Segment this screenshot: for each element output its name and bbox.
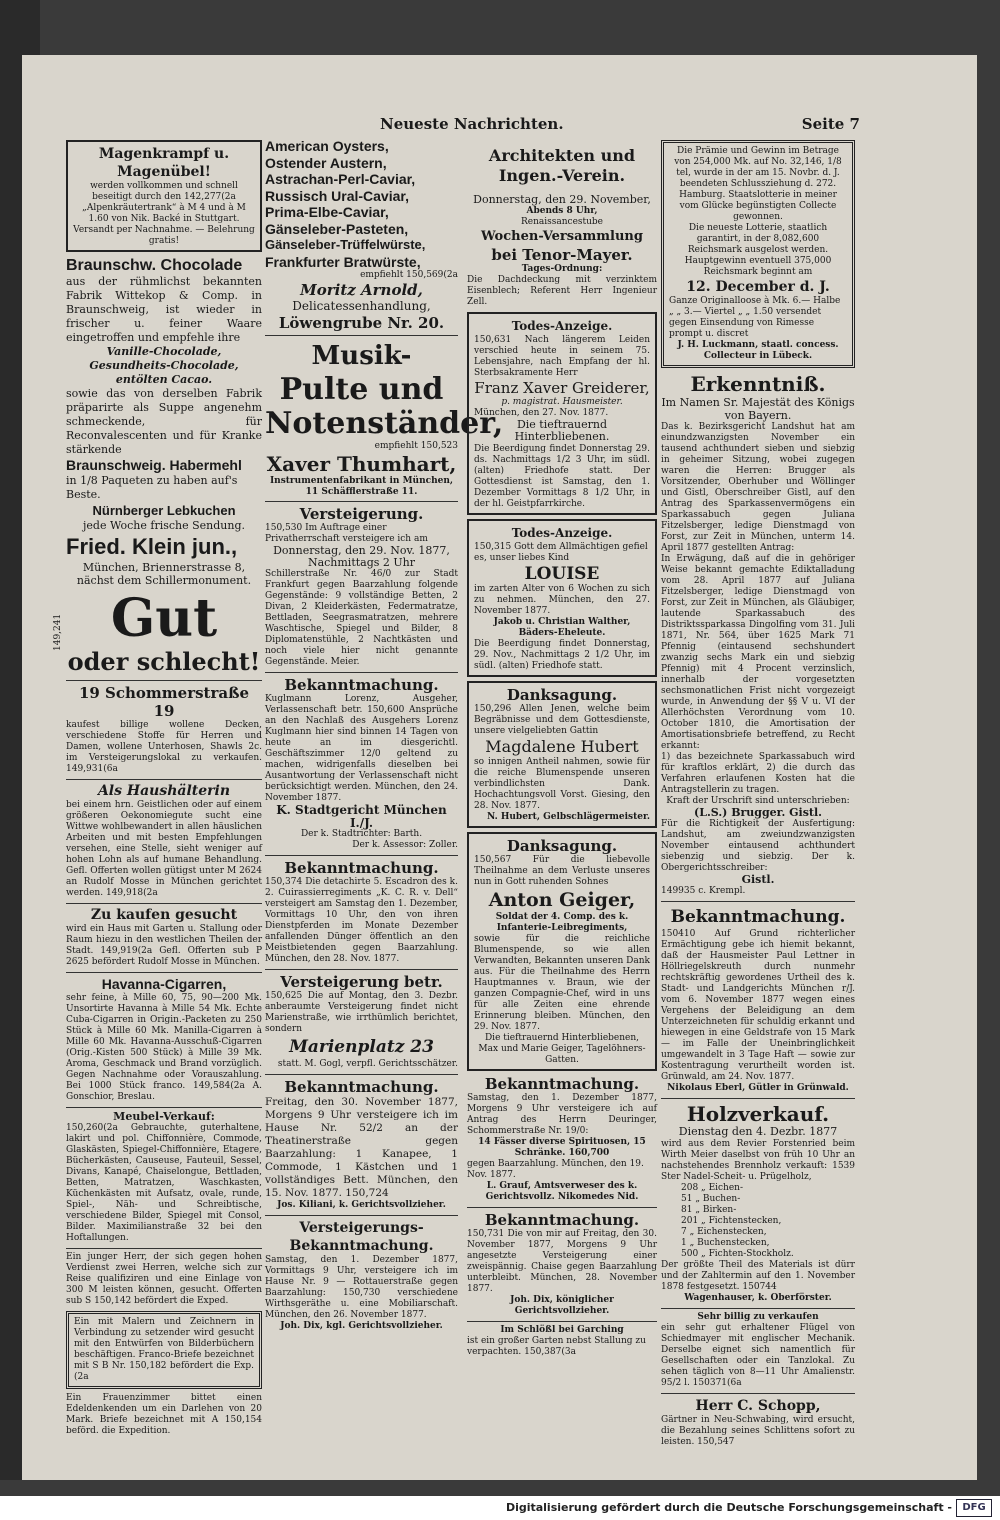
ad-court: K. Stadtgericht München I./J. xyxy=(276,803,447,830)
ad-items: Vanille-Chocolade, Gesundheits-Chocolade, entölten Cacao. xyxy=(89,345,239,386)
ad-role: p. magistrat. Hausmeister. xyxy=(501,397,623,408)
ad-text-3: Die Beerdigung findet Donnerstag, 29. Nov., Nachmittags 2 1/2 Uhr, im südl. (alten) Friedhofe statt. xyxy=(474,638,650,671)
ad-text: Freitag, den 30. November 1877, Morgens 9 Uhr versteigere ich im Hause Nr. 52/2 an der Theatinerstraße gegen Baarzahlung: 1 Kanapee, 1 Commode, 1 Kästchen und 1 vollständiges Bett. München, den 15. Nov. 1877. 150,724 xyxy=(265,1095,458,1199)
ad-sign: Die tieftrauernd Hinterbliebenen. xyxy=(514,418,610,444)
ad-title: Bekanntmachung. xyxy=(284,676,439,695)
ad-versteigerung-1 xyxy=(265,505,458,668)
ad-title: Bekanntmachung. xyxy=(484,1074,640,1093)
ad-title: Braunschw. Chocolade xyxy=(66,257,243,274)
ad-holzverkauf xyxy=(661,1102,855,1303)
ad-text: 150,315 Gott dem Allmächtigen gefiel es, unser liebes Kind xyxy=(474,541,648,563)
ad-gut-title: Gut xyxy=(110,588,218,649)
ad-title: Danksagung. xyxy=(506,685,618,704)
ad-musik-title: Musik- xyxy=(311,341,412,371)
ad-text-2: Schillerstraße Nr. 46/0 zur Stadt Frankfurt gegen Baarzahlung folgende Gegenstände: 9 vollständige Betten, 2 Divan, 2 Kleiderkästen, Federmatratze, Bettladen, Seegrasmatratzen, mehrere Waschtische, Spiegel und Bilder, 8 Diplomatenstühle, 2 Nachtkästen und noch viele hier nicht genannte Gegenstände. Meier. xyxy=(265,569,458,668)
column-3 xyxy=(467,138,657,1362)
ad-garching xyxy=(467,1325,657,1358)
ad-bekanntmachung-5 xyxy=(467,1211,657,1317)
ad-gut xyxy=(53,588,262,677)
ad-sign: L. Grauf, Amtsverweser des k. Gerichtsvollz. Nikomedes Nid. xyxy=(485,1180,639,1202)
ad-erkenntniss xyxy=(661,372,855,897)
ad-date: Donnerstag, den 29. Nov. 1877, xyxy=(273,544,450,557)
ad-frau: Ein Frauenzimmer bittet einen Edeldenkenden um ein Darlehen von 20 Mark. Briefe bezeichnet mit A 150,154 beförd. die Expedition. xyxy=(66,1393,262,1437)
ad-chocolade xyxy=(66,256,262,587)
ad-title: Herr C. Schopp, xyxy=(695,1397,821,1414)
ad-list-item: 7 „ Eichenstecken, xyxy=(681,1226,767,1237)
ad-line: Prima-Elbe-Caviar, xyxy=(265,204,389,220)
ad-text-3: Kraft der Urschrift sind unterschrieben: xyxy=(666,796,850,806)
ad-versteigerung-2 xyxy=(265,973,458,1070)
footer-bar xyxy=(0,1496,1000,1520)
ad-title: Als Haushälterin xyxy=(97,783,231,799)
ad-line: Russisch Ural-Caviar, xyxy=(265,187,409,204)
ad-line: Gänseleber-Trüffelwürste, xyxy=(265,237,426,252)
ad-title: Versteigerung. xyxy=(299,505,424,523)
column-1 xyxy=(53,138,262,1437)
ad-title: Architekten und Ingen.-Verein. xyxy=(488,146,636,185)
ad-billig xyxy=(661,1312,855,1389)
ad-text: 150,296 Allen Jenen, welche beim Begräbnisse und dem Gottesdienste, unsere vielgeliebten Gattin xyxy=(474,703,650,736)
ad-sign: Der k. Stadtrichter: Barth. xyxy=(300,828,423,839)
ad-title: Bekanntmachung. xyxy=(284,1077,439,1096)
footer-text: Digitalisierung gefördert durch die Deutsche Forschungsgemeinschaft - xyxy=(505,1501,952,1514)
ad-title: Im Schlößl bei Garching xyxy=(500,1324,624,1335)
ad-sign: Jos. Kiliani, k. Gerichtsvollzieher. xyxy=(277,1199,446,1210)
ad-text: 150,374 Die detachirte 5. Escadron des k. 2. Cuirassierregiments „K. C. R. v. Dell“ versteigert am Samstag den 1. Dezember, Vormittags 10 Uhr, den von ihren Dienstpferden im Monate Dezember anfallenden Dünger öffentlich an den Meistbietenden gegen Baarzahlung. München, den 28. Nov. 1877. xyxy=(265,876,458,964)
ad-text: 150,567 Für die liebevolle Theilnahme an dem Verluste unseres nun in Gott ruhenden Sohnes xyxy=(474,854,650,887)
ad-role: Soldat der 4. Comp. des k. Infanterie-Leibregiments, xyxy=(495,911,629,933)
ad-title: Todes-Anzeige. xyxy=(511,525,613,540)
ad-name: LOUISE xyxy=(524,563,600,584)
ad-bekanntmachung-3 xyxy=(265,1078,458,1211)
ad-text-2: Die Beerdigung findet Donnerstag 29. ds. Nachmittags 1/2 3 Uhr, im südl. (alten) Friedhofe statt. Der Gottesdienst ist Samstag, den 1. Dezember Vormittags 8 1/2 Uhr, in der hl. Geistpfarrkirche. xyxy=(474,443,650,509)
ad-bekanntmachung-2 xyxy=(265,859,458,965)
ad-date: Donnerstag, den 29. November, xyxy=(473,193,651,206)
ad-sign: Die tieftrauernd Hinterbliebenen, Max und Marie Geiger, Tagelöhners-Gatten. xyxy=(478,1032,646,1065)
ad-title: Bekanntmachung. xyxy=(484,1210,640,1229)
ad-lotterie xyxy=(661,140,855,368)
ad-list-item: 51 „ Buchen- xyxy=(681,1193,741,1204)
ad-musik xyxy=(265,339,504,498)
page-header xyxy=(380,115,860,139)
ad-text: Samstag, den 1. Dezember 1877, Morgens 9 Uhr versteigere ich auf Antrag des Herrn Deuringer, Schommerstraße Nr. 19/0: xyxy=(467,1092,657,1136)
ad-title: Danksagung. xyxy=(506,836,618,855)
ad-gut-sub: oder schlecht! xyxy=(67,647,261,676)
ad-text-4: jede Woche frische Sendung. xyxy=(82,519,246,532)
ad-empf: empfiehlt 150,523 xyxy=(374,441,458,451)
ad-name: Franz Xaver Greiderer, xyxy=(474,379,650,398)
ad-name: Anton Geiger, xyxy=(488,888,636,911)
ad-line: Ostender Austern, xyxy=(265,154,387,171)
ad-title: Bekanntmachung. xyxy=(284,858,439,877)
ad-text: wird aus dem Revier Forstenried beim Wirth Meier daselbst von früh 10 Uhr an nachstehendes Brennholz verkauft: 1539 Ster Nadel-Scheit- u. Prügelholz, xyxy=(661,1138,855,1182)
ad-date: 12. December d. J. xyxy=(686,279,830,295)
ad-title: Todes-Anzeige. xyxy=(511,319,613,334)
side-number: 149,241 xyxy=(53,613,63,651)
column-2 xyxy=(265,138,504,1336)
ad-sign: N. Hubert, Gelbschlägermeister. xyxy=(486,811,650,822)
ad-sign-2: Der k. Assessor: Zoller. xyxy=(352,839,458,850)
ad-marienplatz: Marienplatz 23 xyxy=(289,1036,434,1057)
ad-text-2: im zarten Alter von 6 Wochen zu sich zu nehmen. München, den 27. November 1877. xyxy=(474,583,650,616)
ad-sign: J. H. Luckmann, staatl. concess. Collecteur in Lübeck. xyxy=(677,340,839,361)
ad-danksagung-2 xyxy=(467,832,657,1071)
ad-text: Das k. Bezirksgericht Landshut hat am einundzwanzigsten November ein tausend achthundert sieben und siebzig in geheimer Sitzung, wobei zugegen waren die Herren: Brugger als Vorsitzender, Oberhuber und Wöllinger und Gistl, Oberschreiber Gistl, auf den Antrag des Sparkassenvermögens ein Sparkassabuch gegen Juliana Fitzelsberger, ledige Dienstmagd von Forst, zur Zeit in München, unterm 14. April 1877 gestellten Antrag: xyxy=(661,422,855,553)
ad-tagesordnung: Tages-Ordnung: xyxy=(521,264,603,275)
ad-sign: statt. M. Gogl, verpfl. Gerichtsschätzer. xyxy=(277,1058,458,1069)
ad-title: Meubel-Verkauf: xyxy=(113,1110,215,1123)
ad-thumhart: Xaver Thumhart, xyxy=(266,452,457,476)
ad-todes-2 xyxy=(467,519,657,677)
ad-text-3: Ganze Originalloose à Mk. 6.— Halbe „ „ 3.— Viertel „ „ 1.50 versendet gegen Einsendung von Rimesse prompt u. discret xyxy=(669,296,841,339)
ad-name: Magdalene Hubert xyxy=(485,736,639,756)
ad-place: Renaissancestube xyxy=(520,217,604,228)
ad-title: Versteigerungs-Bekanntmachung. xyxy=(289,1219,434,1254)
ad-bekanntmachung-6 xyxy=(661,905,855,1094)
ad-title: Bekanntmachung. xyxy=(670,907,846,928)
ad-empf: empfiehlt 150,569(2a xyxy=(360,270,458,280)
ad-address: München, Briennerstrasse 8, nächst dem Schillermonument. xyxy=(76,561,252,587)
ad-list-item: 1 „ Buchenstecken, xyxy=(681,1237,770,1248)
ad-title: Havanna-Cigarren, xyxy=(101,976,227,992)
page-number: Seite 7 xyxy=(801,115,860,133)
ad-title: Sehr billig zu verkaufen xyxy=(697,1311,819,1322)
ad-arnold-2: Delicatessenhandlung, xyxy=(292,299,431,313)
ad-items: 14 Fässer diverse Spirituosen, 15 Schränke. 160,700 xyxy=(478,1136,646,1158)
ad-items: 1) das bezeichnete Sparkassabuch wird für kraftlos erklärt, 2) die durch das Verfahren erlaufenen Kosten hat die Antragstellerin zu tragen. xyxy=(661,752,855,795)
ad-lebkuchen: Nürnberger Lebkuchen xyxy=(92,503,236,518)
ad-maler: Ein mit Malern und Zeichnern in Verbindung zu setzender wird gesucht mit den Entwürfen von Bilderbüchern beschäftigen. Franco-Briefe bezeichnet mit S B Nr. 150,182 befördert die Exp. (2a xyxy=(66,1311,262,1389)
column-4 xyxy=(661,138,855,1452)
ad-text-2: sowie für die reichliche Blumenspende, so wie allen Verwandten, Bekannten unseren Dank aus. Für die Theilnahme des Herrn Hauptmannes v. Braun, wie der ganzen Compagnie-Chef, wird in uns für alle Zeiten eine ehrende Erinnerung bleiben. München, den 29. Nov. 1877. xyxy=(474,933,650,1032)
ad-text: 150,260(2a Gebrauchte, guterhaltene, lakirt und pol. Chiffonnière, Commode, Glaskästen, Spiegel-Chiffonnière, Etagere, Bücherkästen, Causeuse, Fauteuil, Sessel, Divans, Kanapé, Chaiselongue, Bettladen, Betten, Matratzen, Waschkasten, Küchenkästen mit Aufsatz, ovale, runde, Spiel-, Näh- und Schreibtische, verschiedene Bilder, Spiegel mit Consol, Bilder. Maximilianstraße 32 bei den Hoftallungen. xyxy=(66,1123,262,1244)
ad-text: wird ein Haus mit Garten u. Stallung oder Raum hiezu in den westlichen Theilen der Stadt. 149,919(2a Gefl. Offerten sub P 2625 befördert Rudolf Mosse in München. xyxy=(66,924,262,967)
ad-sub: Im Namen Sr. Majestät des Königs von Bayern. xyxy=(661,396,855,422)
ad-text: 150,625 Die auf Montag, den 3. Dezbr. anberaumte Versteigerung findet nicht Marienstraße, wie irrthümlich berichtet, sondern xyxy=(265,990,458,1034)
ad-time: Nachmittags 2 Uhr xyxy=(307,556,416,570)
ad-thumhart-2: Instrumentenfabrikant in München, 11 Schäfflerstraße 11. xyxy=(269,476,454,497)
ad-moebel xyxy=(66,1111,262,1244)
ad-text: 150,530 Im Auftrage einer Privatherrschaft versteigere ich am xyxy=(265,523,428,544)
ad-oysters xyxy=(265,138,458,332)
ad-text: 150,631 Nach längerem Leiden verschied heute in seinem 75. Lebensjahre, nach Empfang der hl. Sterbsakramente Herr xyxy=(474,335,650,379)
ad-text-2: Der größte Theil des Materials ist dürr und der Zahltermin auf den 1. November 1878 festgesetzt. 150744 xyxy=(661,1259,855,1292)
ad-title: 19 Schommerstraße 19 xyxy=(78,684,250,720)
ad-time: Abends 8 Uhr, xyxy=(526,206,598,217)
ad-line: Frankfurter Bratwürste, xyxy=(265,253,421,270)
ad-pulte: Pulte und xyxy=(279,372,444,407)
ad-text: 150,731 Die von mir auf Freitag, den 30. November 1877, Morgens 9 Uhr angesetzte Versteigerung einer zweispännig. Chaise gegen Baarzahlung unterbleibt. München, 28. November 1877. xyxy=(467,1228,657,1294)
ad-title: Erkenntniß. xyxy=(690,372,826,396)
ad-sign: Nikolaus Eberl, Gütler in Grünwald. xyxy=(667,1083,849,1094)
ad-herren: Ein junger Herr, der sich gegen hohen Verdienst zwei Herren, welche sich zur Reise qualifiziren und eine Einlage von 300 M leisten können, gesucht. Offerten sub S 150,142 befördert die Exped. xyxy=(66,1252,262,1307)
ad-ls: (L.S.) Brugger. Gistl. xyxy=(694,806,822,819)
ad-text: sehr feine, à Mille 60, 75, 90—200 Mk. Unsortirte Havanna à Mille 54 Mk. Echte Cuba-Cigarren in Origin.-Packeten zu 250 Stück à Mille 60 Mk. Manilla-Cigarren à Mille 60 Mk. Havanna-Ausschuß-Cigarren (Orig.-Kisten 500 Stück) à Mille 39 Mk. Aroma, Geschmack und Brand vorzüglich. Gegen Nachnahme oder Vorauszahlung. Bei 1000 Stück franco. 149,584(2a A. Gonschior, Breslau. xyxy=(66,993,262,1102)
ad-bekanntmachung-4 xyxy=(467,1075,657,1203)
ad-arnold: Moritz Arnold, xyxy=(300,281,423,299)
ad-text-3: in 1/8 Paqueten zu haben auf's Beste. xyxy=(66,474,238,501)
ad-todes-1 xyxy=(467,312,657,514)
ad-klein: Fried. Klein jun., xyxy=(66,534,238,559)
ad-text: Kuglmann Lorenz, Ausgeher, Verlassenschaft betr. 150,600 Ansprüche an den Nachlaß des Ausgehers Lorenz Kuglmann hier sind binnen 14 Tagen von heute an im diesgerichtl. Geschäftszimmer 12/0 geltend zu machen, widrigenfalls dieselben bei Ausantwortung der Verlassenschaft nicht berücksichtigt werden. München, den 24. November 1877. xyxy=(265,694,458,804)
ad-date: Dienstag den 4. Dezbr. 1877 xyxy=(678,1125,838,1139)
ad-noten: Notenständer, xyxy=(265,406,504,441)
ad-habermehl: Braunschweig. Habermehl xyxy=(66,457,242,473)
ad-schommer xyxy=(66,684,262,775)
ad-arnold-3: Löwengrube Nr. 20. xyxy=(278,314,445,332)
ad-kaufen xyxy=(66,907,262,968)
dfg-logo: DFG xyxy=(956,1499,992,1517)
ad-architekten xyxy=(467,138,657,308)
ad-text: 150410 Auf Grund richterlicher Ermächtigung gebe ich hiemit bekannt, daß der Hausmeister Paul Lettner in Höllriegelskreuth durch nunmehr rechtskräftig gewordenes Urtheil des k. Stadt- und Landgerichts München r/J. vom 6. November 1877 wegen eines Vergehens der Beleidigung an dem Unterzeichneten für schuldig erkannt und hiewegen in eine Geldstrafe von 15 Mark — im Falle der Uneinbringlichkeit umgewandelt in 3 Tage Haft — sowie zur Kostentragung verurtheilt worden ist. Grünwald, am 24. Nov. 1877. xyxy=(661,929,855,1083)
ad-sign: Joh. Dix, kgl. Gerichtsvollzieher. xyxy=(280,1320,443,1331)
ad-sign: Wagenhauser, k. Oberförster. xyxy=(684,1292,832,1303)
ad-list-item: 201 „ Fichtenstecken, xyxy=(681,1215,782,1226)
ad-title: Holzverkauf. xyxy=(686,1102,830,1127)
ad-text: kaufest billige wollene Decken, verschiedene Stoffe für Herren und Damen, wollene Unterhosen, Shawls 2c. im Versteigerungslokal zu verkaufen. 149,931(6a xyxy=(66,720,262,774)
ad-text: ist ein großer Garten nebst Stallung zu verpachten. 150,387(3a xyxy=(467,1335,646,1357)
ad-text: ein sehr gut erhaltener Flügel von Schiedmayer mit englischer Mechanik. Derselbe eignet sich namentlich für Gesellschaften oder ein Tanzlokal. Zu sehen täglich von 8—11 Uhr Amalienstr. 95/2 l. 150371(6a xyxy=(661,1322,855,1388)
ad-title: Zu kaufen gesucht xyxy=(90,907,238,923)
ad-magenkrampf xyxy=(66,140,262,252)
ad-list-item: 208 „ Eichen- xyxy=(681,1182,744,1193)
ad-list-item: 500 „ Fichten-Stockholz. xyxy=(681,1248,794,1259)
ad-sign: Jakob u. Christian Walther, Bäders-Eheleute. xyxy=(493,616,631,638)
ad-danksagung-1 xyxy=(467,681,657,828)
ad-list-item: 81 „ Birken- xyxy=(681,1204,737,1215)
ad-text: werden vollkommen und schnell beseitigt durch den 142,277(2a „Alpenkräutertrank“ à M 4 und à M 1.60 von Nik. Backé in Stuttgart. Versandt per Nachnahme. — Belehrung gratis! xyxy=(73,181,255,246)
ad-date: München, den 27. Nov. 1877. xyxy=(474,408,609,419)
ad-title: Magenkrampf u. Magenübel! xyxy=(98,146,230,180)
ad-text-2: Die neueste Lotterie, staatlich garantirt, in der 8,082,600 Reichsmark ausgelost werden. Hauptgewinn eventuell 375,000 Reichsmark beginnt am xyxy=(684,223,832,277)
ad-text-2: In Erwägung, daß auf die in gehöriger Weise bekannt gemachte Ediktalladung vom 28. April 1877 auf Juliana Fitzelsberger, ledige Dienstmagd von Forst, zur Zeit in München, als Gläubiger, lautende Sparkassabuch des Distriktssparkassa Dingolfing vom 31. Juli 1871, Nr. 564, über 1625 Mark 71 Pfennig (eintausend sechshundert zwanzig sechs Mark ein und siebzig Pfennig) mit 4 Procent verzinslich, innerhalb der vorgesetzten sechsmonatlichen Frist nicht vorgezeigt wurde, in Anwendung der §§ V u. VI der Allerhöchsten Verordnung vom 10. October 1810, die Amortisation der Amortisationsbriefe betreffend, zu Recht erkannt: xyxy=(661,554,855,751)
ad-text: Gärtner in Neu-Schwabing, wird ersucht, die Bezahlung seines Schlittens sofort zu leisten. 150,547 xyxy=(661,1414,855,1447)
ad-text: Die Prämie und Gewinn im Betrage von 254,000 Mk. auf No. 32,146, 1/8 tel, wurde in der am 15. Novbr. d. J. beendeten Schlussziehung d. 272. Hamburg. Staatslotterie in meiner vom Glücke begünstigten Collecte gewonnen. xyxy=(674,146,842,222)
ad-text-4: Für die Richtigkeit der Ausfertigung: Landshut, am zweiundzwanzigsten November eintausend achthundert siebenzig und siebzig. Der k. Obergerichtsschreiber: xyxy=(661,819,855,874)
ad-text-2: sowie das von derselben Fabrik präparirte als Suppe angenehm schmeckende, für Reconvalescenten und für Kranke stärkende xyxy=(66,387,262,456)
ad-text: aus der rühmlichst bekannten Fabrik Wittekop & Comp. in Braunschweig, ist wieder in frischer u. feiner Waare eingetroffen und empfehle ihre xyxy=(66,275,262,344)
ad-num: 149935 c. Krempl. xyxy=(661,886,746,897)
ad-line: American Oysters, xyxy=(265,138,389,154)
ad-text-2: so innigen Antheil nahmen, sowie für die reiche Blumenspende unseren verbindlichsten Dank. Hochachtungsvoll Vorst. Giesing, den 28. Nov. 1877. xyxy=(474,756,650,811)
ad-haushaelterin xyxy=(66,783,262,899)
ad-title: Versteigerung betr. xyxy=(280,972,443,991)
ad-sign: Joh. Dix, königlicher Gerichtsvollzieher. xyxy=(510,1294,614,1316)
ad-text: bei einem hrn. Geistlichen oder auf einem größeren Oekonomiegute sucht eine Wittwe wohlbewandert in allen häuslichen Arbeiten und mit besten Empfehlungen versehen, eine Stelle, sieht weniger auf hohen Lohn als auf humane Behandlung. Gefl. Offerten wollen gütigst unter M 2624 an Rudolf Mosse in München gerichtet werden. 149,918(2a xyxy=(66,800,262,898)
newspaper-title: Neueste Nachrichten. xyxy=(380,115,564,133)
ad-schopp xyxy=(661,1397,855,1448)
ad-text-2: gegen Baarzahlung. München, den 19. Nov. 1877. xyxy=(467,1158,644,1180)
ad-text: Samstag, den 1. Dezember 1877, Vormittags 9 Uhr, versteigere ich im Hause Nr. 9 — Rottauerstraße gegen Baarzahlung: 150,730 verschiedene Wirthsgeräthe u. eine Mobiliarschaft. München, den 26. November 1877. xyxy=(265,1254,458,1320)
ad-havanna xyxy=(66,976,262,1103)
ad-sign: Gistl. xyxy=(741,873,775,887)
ad-bekanntmachung-1 xyxy=(265,676,458,850)
ad-tenor: bei Tenor-Mayer. xyxy=(491,246,633,265)
ad-versteigerung-3 xyxy=(265,1219,458,1332)
ad-wv: Wochen-Versammlung xyxy=(481,229,643,245)
ad-text: Die Dachdeckung mit verzinktem Eisenblech; Referent Herr Ingenieur Zell. xyxy=(467,275,657,308)
ad-line: Astrachan-Perl-Caviar, xyxy=(265,171,416,187)
ad-line: Gänseleber-Pasteten, xyxy=(265,220,409,237)
